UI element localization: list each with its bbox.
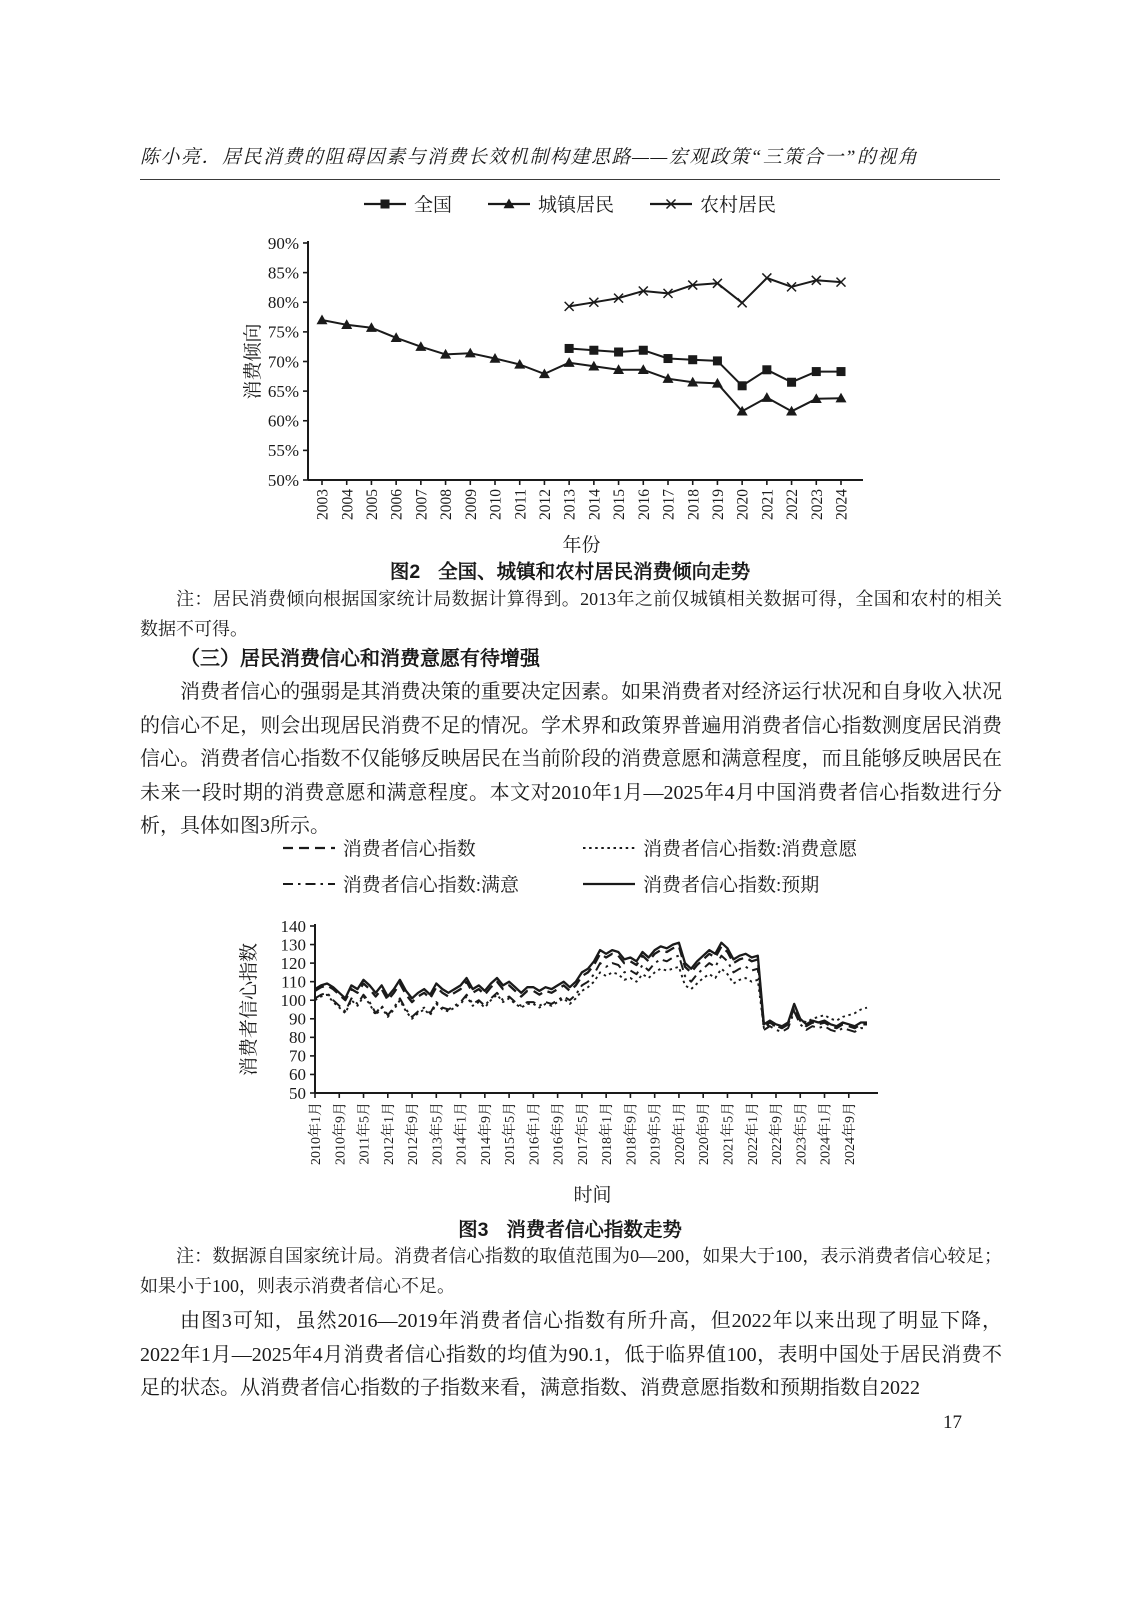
figure2-note: 注：居民消费倾向根据国家统计局数据计算得到。2013年之前仅城镇相关数据可得，全国和农村的相关数据不可得。 — [140, 589, 1002, 639]
page-number: 17 — [943, 1412, 962, 1433]
x-tick-label: 2019年5月 — [648, 1102, 664, 1165]
figure3-caption-label: 图3 — [458, 1219, 489, 1241]
legend-item-2 — [283, 870, 519, 897]
triangle-marker-sample — [488, 197, 530, 211]
y-tick-label: 70% — [267, 352, 299, 372]
solid-line-sample — [583, 877, 635, 891]
figure2-caption-text: 全国、城镇和农村居民消费倾向走势 — [438, 561, 751, 583]
y-tick-label: 60 — [289, 1065, 306, 1085]
x-tick-label: 2010年1月 — [309, 1102, 325, 1165]
y-tick-label: 130 — [280, 935, 306, 955]
y-tick-label: 50 — [289, 1083, 306, 1103]
figure3-legend — [0, 834, 1140, 897]
marker-cross — [762, 273, 771, 282]
y-tick-label: 90% — [267, 233, 299, 253]
x-tick-label: 2014 — [586, 489, 604, 520]
x-tick-label: 2022年9月 — [770, 1102, 786, 1165]
x-tick-label: 2010年9月 — [333, 1102, 349, 1165]
marker-square — [787, 378, 796, 387]
x-tick-label: 2010 — [487, 489, 505, 520]
y-axis-ticks — [281, 917, 316, 1103]
figure3-legend-grid — [283, 834, 858, 897]
x-tick-label: 2022年1月 — [745, 1102, 761, 1165]
y-tick-label: 110 — [281, 972, 306, 992]
figure3-note: 注：数据源自国家统计局。消费者信心指数的取值范围为0—200，如果大于100，表示消费者信心较足；如果小于100，则表示消费者信心不足。 — [140, 1246, 1002, 1296]
x-tick-label: 2020年1月 — [672, 1102, 688, 1165]
y-tick-label: 55% — [267, 441, 299, 461]
x-tick-label: 2024年1月 — [818, 1102, 834, 1165]
x-tick-label: 2024年9月 — [842, 1102, 858, 1165]
legend-label: 消费者信心指数 — [342, 839, 476, 860]
legend-label: 农村居民 — [700, 195, 777, 216]
x-tick-label: 2018年1月 — [600, 1102, 616, 1165]
marker-square — [589, 346, 598, 355]
x-tick-label: 2009 — [462, 489, 480, 520]
legend-label: 全国 — [413, 195, 452, 216]
x-tick-label: 2017年5月 — [575, 1102, 591, 1165]
marker-triangle — [761, 392, 772, 402]
x-tick-label: 2011年5月 — [357, 1102, 373, 1165]
x-tick-label: 2021 — [759, 489, 777, 520]
marker-triangle — [317, 315, 328, 325]
dashdot-line-sample — [283, 877, 335, 891]
legend-item-2 — [650, 190, 776, 217]
legend-label: 消费者信心指数:满意 — [342, 875, 519, 896]
y-tick-label: 100 — [280, 991, 306, 1011]
x-tick-label: 2013年5月 — [430, 1102, 446, 1165]
marker-square — [713, 356, 722, 365]
x-tick-label: 2016年1月 — [527, 1102, 543, 1165]
legend-item-1 — [583, 834, 857, 861]
legend-item-0 — [364, 190, 452, 217]
x-tick-label: 2006 — [388, 489, 406, 520]
y-axis-title: 消费倾向 — [243, 323, 264, 400]
marker-square — [738, 381, 747, 390]
axes — [308, 241, 863, 480]
y-tick-label: 120 — [280, 953, 306, 973]
x-tick-label: 2023年5月 — [794, 1102, 810, 1165]
marker-square — [380, 199, 389, 208]
legend-label: 消费者信心指数:消费意愿 — [643, 839, 858, 860]
x-tick-label: 2018年9月 — [624, 1102, 640, 1165]
x-tick-label: 2013 — [561, 489, 579, 520]
consumer-confidence-svg — [225, 894, 890, 1210]
x-tick-label: 2005 — [364, 489, 382, 520]
x-axis-ticks — [307, 1093, 858, 1165]
y-tick-label: 60% — [267, 411, 299, 431]
x-axis-ticks — [315, 480, 851, 520]
series-1 — [317, 315, 847, 416]
cross-marker-sample — [650, 197, 692, 211]
x-tick-label: 2015年5月 — [503, 1102, 519, 1165]
x-tick-label: 2021年5月 — [721, 1102, 737, 1165]
x-tick-label: 2003 — [314, 489, 332, 520]
series-1 — [315, 967, 867, 1028]
x-tick-label: 2012年1月 — [381, 1102, 397, 1165]
figure2-chart — [225, 224, 890, 558]
legend-item-3 — [583, 870, 857, 897]
x-tick-label: 2007 — [413, 489, 431, 520]
square-marker-sample — [364, 197, 406, 211]
legend-label: 城镇居民 — [537, 195, 614, 216]
legend-label: 消费者信心指数:预期 — [643, 875, 820, 896]
figure3-chart — [225, 894, 890, 1210]
y-tick-label: 70 — [289, 1046, 306, 1066]
marker-square — [565, 344, 574, 353]
x-axis-title: 时间 — [573, 1185, 612, 1206]
y-tick-label: 80% — [267, 293, 299, 313]
marker-cross — [738, 298, 747, 307]
marker-square — [688, 355, 697, 364]
x-tick-label: 2018 — [685, 489, 703, 520]
legend-item-1 — [488, 190, 614, 217]
x-tick-label: 2016 — [635, 489, 653, 520]
y-tick-label: 80 — [289, 1028, 306, 1048]
marker-square — [664, 354, 673, 363]
x-tick-label: 2019 — [710, 488, 728, 520]
series-0 — [315, 946, 867, 1028]
x-tick-label: 2008 — [438, 489, 456, 520]
figure2-caption — [0, 556, 1140, 584]
marker-triangle — [564, 357, 575, 367]
x-tick-label: 2020年9月 — [697, 1102, 713, 1165]
running-head: 陈小亮．居民消费的阻碍因素与消费长效机制构建思路——宏观政策“三策合一”的视角 — [140, 142, 1000, 180]
series-2 — [565, 273, 846, 310]
series-3 — [315, 943, 867, 1026]
marker-triangle — [786, 406, 797, 416]
y-tick-label: 75% — [267, 322, 299, 342]
dashed-line-sample — [283, 841, 335, 855]
x-tick-label: 2022 — [784, 489, 802, 520]
marker-square — [762, 365, 771, 374]
consumption-propensity-svg — [225, 224, 890, 558]
paragraph-1: 消费者信心的强弱是其消费决策的重要决定因素。如果消费者对经济运行状况和自身收入状况的信心不足，则会出现居民消费不足的情况。学术界和政策界普遍用消费者信心指数测度居民消费信心。消费者信心指数不仅能够反映居民在当前阶段的消费意愿和满意程度，而且能够反映居民在未来一段时期的消费意愿和满意程度。本文对2010年1月—2025年4月中国消费者信心指数进行分析，具体如图3所示。 — [140, 681, 1002, 838]
x-tick-label: 2004 — [339, 489, 357, 520]
y-axis-title: 消费者信心指数 — [239, 942, 260, 1077]
legend-item-0 — [283, 834, 519, 861]
dotted-line-sample — [583, 841, 635, 855]
marker-square — [837, 367, 846, 376]
x-axis-title: 年份 — [562, 535, 601, 556]
figure3-caption — [0, 1214, 1140, 1242]
x-tick-label: 2014年9月 — [478, 1102, 494, 1165]
y-tick-label: 85% — [267, 263, 299, 283]
figure2-caption-label: 图2 — [389, 561, 421, 583]
paragraph-2: 由图3可知，虽然2016—2019年消费者信心指数有所升高，但2022年以来出现了明显下降，2022年1月—2025年4月消费者信心指数的均值为90.1，低于临界值100，表明中国处于居民消费不足的状态。从消费者信心指数的子指数来看，满意指数、消费意愿指数和预期指数自2022 — [140, 1310, 1002, 1400]
x-tick-label: 2023 — [808, 489, 826, 520]
x-tick-label: 2020 — [734, 489, 752, 520]
figure2-legend — [0, 190, 1140, 217]
x-tick-label: 2024 — [833, 489, 851, 520]
x-tick-label: 2012 — [537, 489, 555, 520]
figure3-caption-text: 消费者信心指数走势 — [506, 1219, 682, 1241]
y-tick-label: 65% — [267, 381, 299, 401]
x-tick-label: 2012年9月 — [406, 1102, 422, 1165]
marker-square — [812, 367, 821, 376]
x-tick-label: 2016年9月 — [551, 1102, 567, 1165]
x-tick-label: 2014年1月 — [454, 1102, 470, 1165]
y-tick-label: 50% — [267, 470, 299, 490]
marker-square — [614, 348, 623, 357]
y-tick-label: 90 — [289, 1009, 306, 1029]
marker-square — [639, 346, 648, 355]
x-tick-label: 2011 — [512, 489, 530, 520]
series-2 — [315, 956, 867, 1032]
y-axis-ticks — [268, 234, 308, 490]
section-heading: （三）居民消费信心和消费意愿有待增强 — [180, 648, 540, 670]
x-tick-label: 2015 — [611, 489, 629, 520]
x-tick-label: 2017 — [660, 489, 678, 520]
y-tick-label: 140 — [280, 916, 306, 936]
